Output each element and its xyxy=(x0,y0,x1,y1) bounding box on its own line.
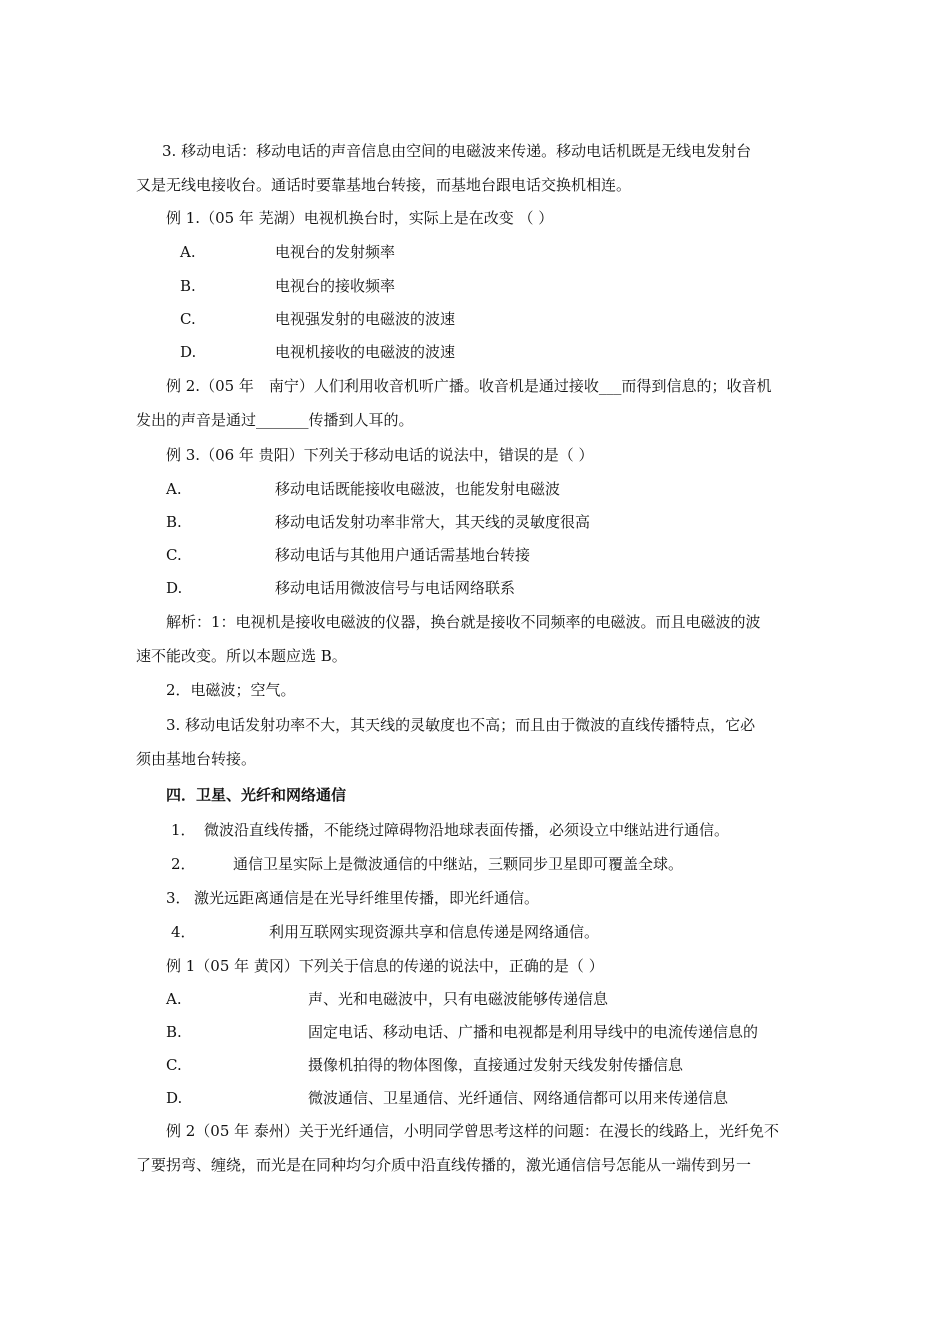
section4-item4-text: 利用互联网实现资源共享和信息传递是网络通信。 xyxy=(269,923,600,941)
example1-question: 例 1.（05 年 芜湖）电视机换台时，实际上是在改变 （ ） xyxy=(166,209,554,227)
example1-option-b-letter: B. xyxy=(180,277,196,295)
example1-option-a-text: 电视台的发射频率 xyxy=(275,243,396,261)
mobile-phone-paragraph-line1: 3. 移动电话：移动电话的声音信息由空间的电磁波来传递。移动电话机既是无线电发射台 xyxy=(162,142,752,160)
analysis-line2: 2．电磁波；空气。 xyxy=(166,681,296,699)
analysis-line3-cont: 须由基地台转接。 xyxy=(136,750,257,768)
example2-question-line1: 例 2.（05 年 南宁）人们利用收音机听广播。收音机是通过接收___而得到信息的；收音机 xyxy=(166,377,772,395)
mobile-phone-paragraph-line2: 又是无线电接收台。通话时要靠基地台转接，而基地台跟电话交换机相连。 xyxy=(136,176,632,194)
example3-option-b-letter: B. xyxy=(166,513,182,531)
example2-question-line2: 发出的声音是通过_______传播到人耳的。 xyxy=(136,411,414,429)
example4-option-d-text: 微波通信、卫星通信、光纤通信、网络通信都可以用来传递信息 xyxy=(308,1089,729,1107)
example3-option-d-letter: D. xyxy=(166,579,183,597)
example4-option-b-text: 固定电话、移动电话、广播和电视都是利用导线中的电流传递信息的 xyxy=(308,1023,759,1041)
section4-item2-text: 通信卫星实际上是微波通信的中继站，三颗同步卫星即可覆盖全球。 xyxy=(233,855,684,873)
example5-question-line2: 了要拐弯、缠绕，而光是在同种均匀介质中沿直线传播的，激光通信信号怎能从一端传到另一 xyxy=(136,1156,752,1174)
example1-option-a-letter: A. xyxy=(180,243,196,261)
example1-option-c-text: 电视强发射的电磁波的波速 xyxy=(275,310,456,328)
section4-item3-text: 激光远距离通信是在光导纤维里传播，即光纤通信。 xyxy=(194,889,540,907)
example1-option-b-text: 电视台的接收频率 xyxy=(275,277,396,295)
example1-option-d-text: 电视机接收的电磁波的波速 xyxy=(275,343,456,361)
example5-question-line1: 例 2（05 年 泰州）关于光纤通信，小明同学曾思考这样的问题：在漫长的线路上，光纤免不 xyxy=(166,1122,779,1140)
example1-option-d-letter: D. xyxy=(180,343,197,361)
example3-option-c-text: 移动电话与其他用户通话需基地台转接 xyxy=(275,546,531,564)
analysis-line3: 3. 移动电话发射功率不大，其天线的灵敏度也不高；而且由于微波的直线传播特点，它必 xyxy=(166,716,756,734)
example3-option-a-letter: A. xyxy=(166,480,182,498)
section4-item3-number: 3． xyxy=(166,889,191,907)
example4-option-c-letter: C. xyxy=(166,1056,182,1074)
example4-question: 例 1（05 年 黄冈）下列关于信息的传递的说法中，正确的是（ ） xyxy=(166,957,604,975)
example3-option-a-text: 移动电话既能接收电磁波，也能发射电磁波 xyxy=(275,480,561,498)
section4-heading: 四．卫星、光纤和网络通信 xyxy=(166,786,347,804)
analysis-line1-cont: 速不能改变。所以本题应选 B。 xyxy=(136,647,347,665)
example4-option-a-text: 声、光和电磁波中，只有电磁波能够传递信息 xyxy=(308,990,609,1008)
example3-option-c-letter: C. xyxy=(166,546,182,564)
section4-item2-number: 2． xyxy=(171,855,196,873)
example3-option-d-text: 移动电话用微波信号与电话网络联系 xyxy=(275,579,516,597)
example3-question: 例 3.（06 年 贵阳）下列关于移动电话的说法中，错误的是（ ） xyxy=(166,446,594,464)
section4-item1-text: 微波沿直线传播，不能绕过障碍物沿地球表面传播，必须设立中继站进行通信。 xyxy=(204,821,730,839)
section4-item1-number: 1． xyxy=(171,821,196,839)
example4-option-c-text: 摄像机拍得的物体图像，直接通过发射天线发射传播信息 xyxy=(308,1056,684,1074)
analysis-line1: 解析：1：电视机是接收电磁波的仪器，换台就是接收不同频率的电磁波。而且电磁波的波 xyxy=(166,613,761,631)
example1-option-c-letter: C. xyxy=(180,310,196,328)
example4-option-d-letter: D. xyxy=(166,1089,183,1107)
example4-option-a-letter: A. xyxy=(166,990,182,1008)
example3-option-b-text: 移动电话发射功率非常大，其天线的灵敏度很高 xyxy=(275,513,591,531)
section4-item4-number: 4． xyxy=(171,923,196,941)
example4-option-b-letter: B. xyxy=(166,1023,182,1041)
